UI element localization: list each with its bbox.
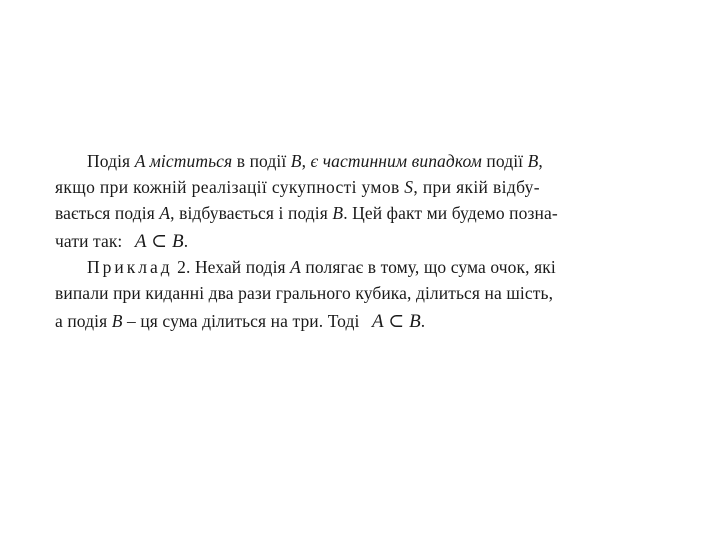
text: .: [420, 311, 426, 331]
paragraph1-line3: [55, 202, 558, 224]
text: вається подія: [55, 203, 160, 223]
text: події: [481, 151, 528, 171]
text: якщо при кожній реалізації сукупності умов: [55, 177, 405, 197]
paragraph2-line3: [55, 310, 425, 333]
text: ,: [301, 151, 311, 171]
term-special-case: є частинним випадком: [310, 151, 482, 171]
math-b: B: [290, 151, 302, 171]
text: чати так:: [55, 231, 123, 251]
text: Подія: [87, 151, 135, 171]
math-a: A: [134, 151, 146, 171]
text: 2. Нехай подія: [172, 257, 291, 277]
math-s: S: [404, 177, 414, 197]
paragraph1-line4: [55, 230, 188, 253]
formula-a-subset-b: A ⊂ B: [371, 311, 421, 332]
math-b: B: [111, 311, 123, 331]
formula-a-subset-b: A ⊂ B: [134, 231, 184, 252]
paragraph2-line1: [87, 256, 556, 278]
paragraph1-line1: [87, 150, 543, 172]
text: ,: [538, 151, 543, 171]
text: , при якій відбу-: [413, 177, 540, 197]
paragraph2-line2: [55, 282, 553, 304]
math-a: A: [290, 257, 301, 277]
text: в події: [232, 151, 291, 171]
paragraph1-line2: [55, 176, 540, 198]
text: – ця сума ділиться на три. Тоді: [122, 311, 360, 331]
math-a: A: [159, 203, 171, 223]
math-b: B: [332, 203, 344, 223]
text: . Цей факт ми будемо позна-: [343, 203, 558, 223]
text: , відбувається і подія: [170, 203, 333, 223]
text: .: [183, 231, 189, 251]
example-label: Приклад: [87, 257, 173, 277]
math-b: B: [527, 151, 539, 171]
term-contained: міститься: [145, 151, 233, 171]
text: випали при киданні два рази грального кубика, ділиться на шість,: [55, 283, 554, 303]
text: полягає в тому, що сума очок, які: [300, 257, 556, 277]
text: а подія: [55, 311, 112, 331]
